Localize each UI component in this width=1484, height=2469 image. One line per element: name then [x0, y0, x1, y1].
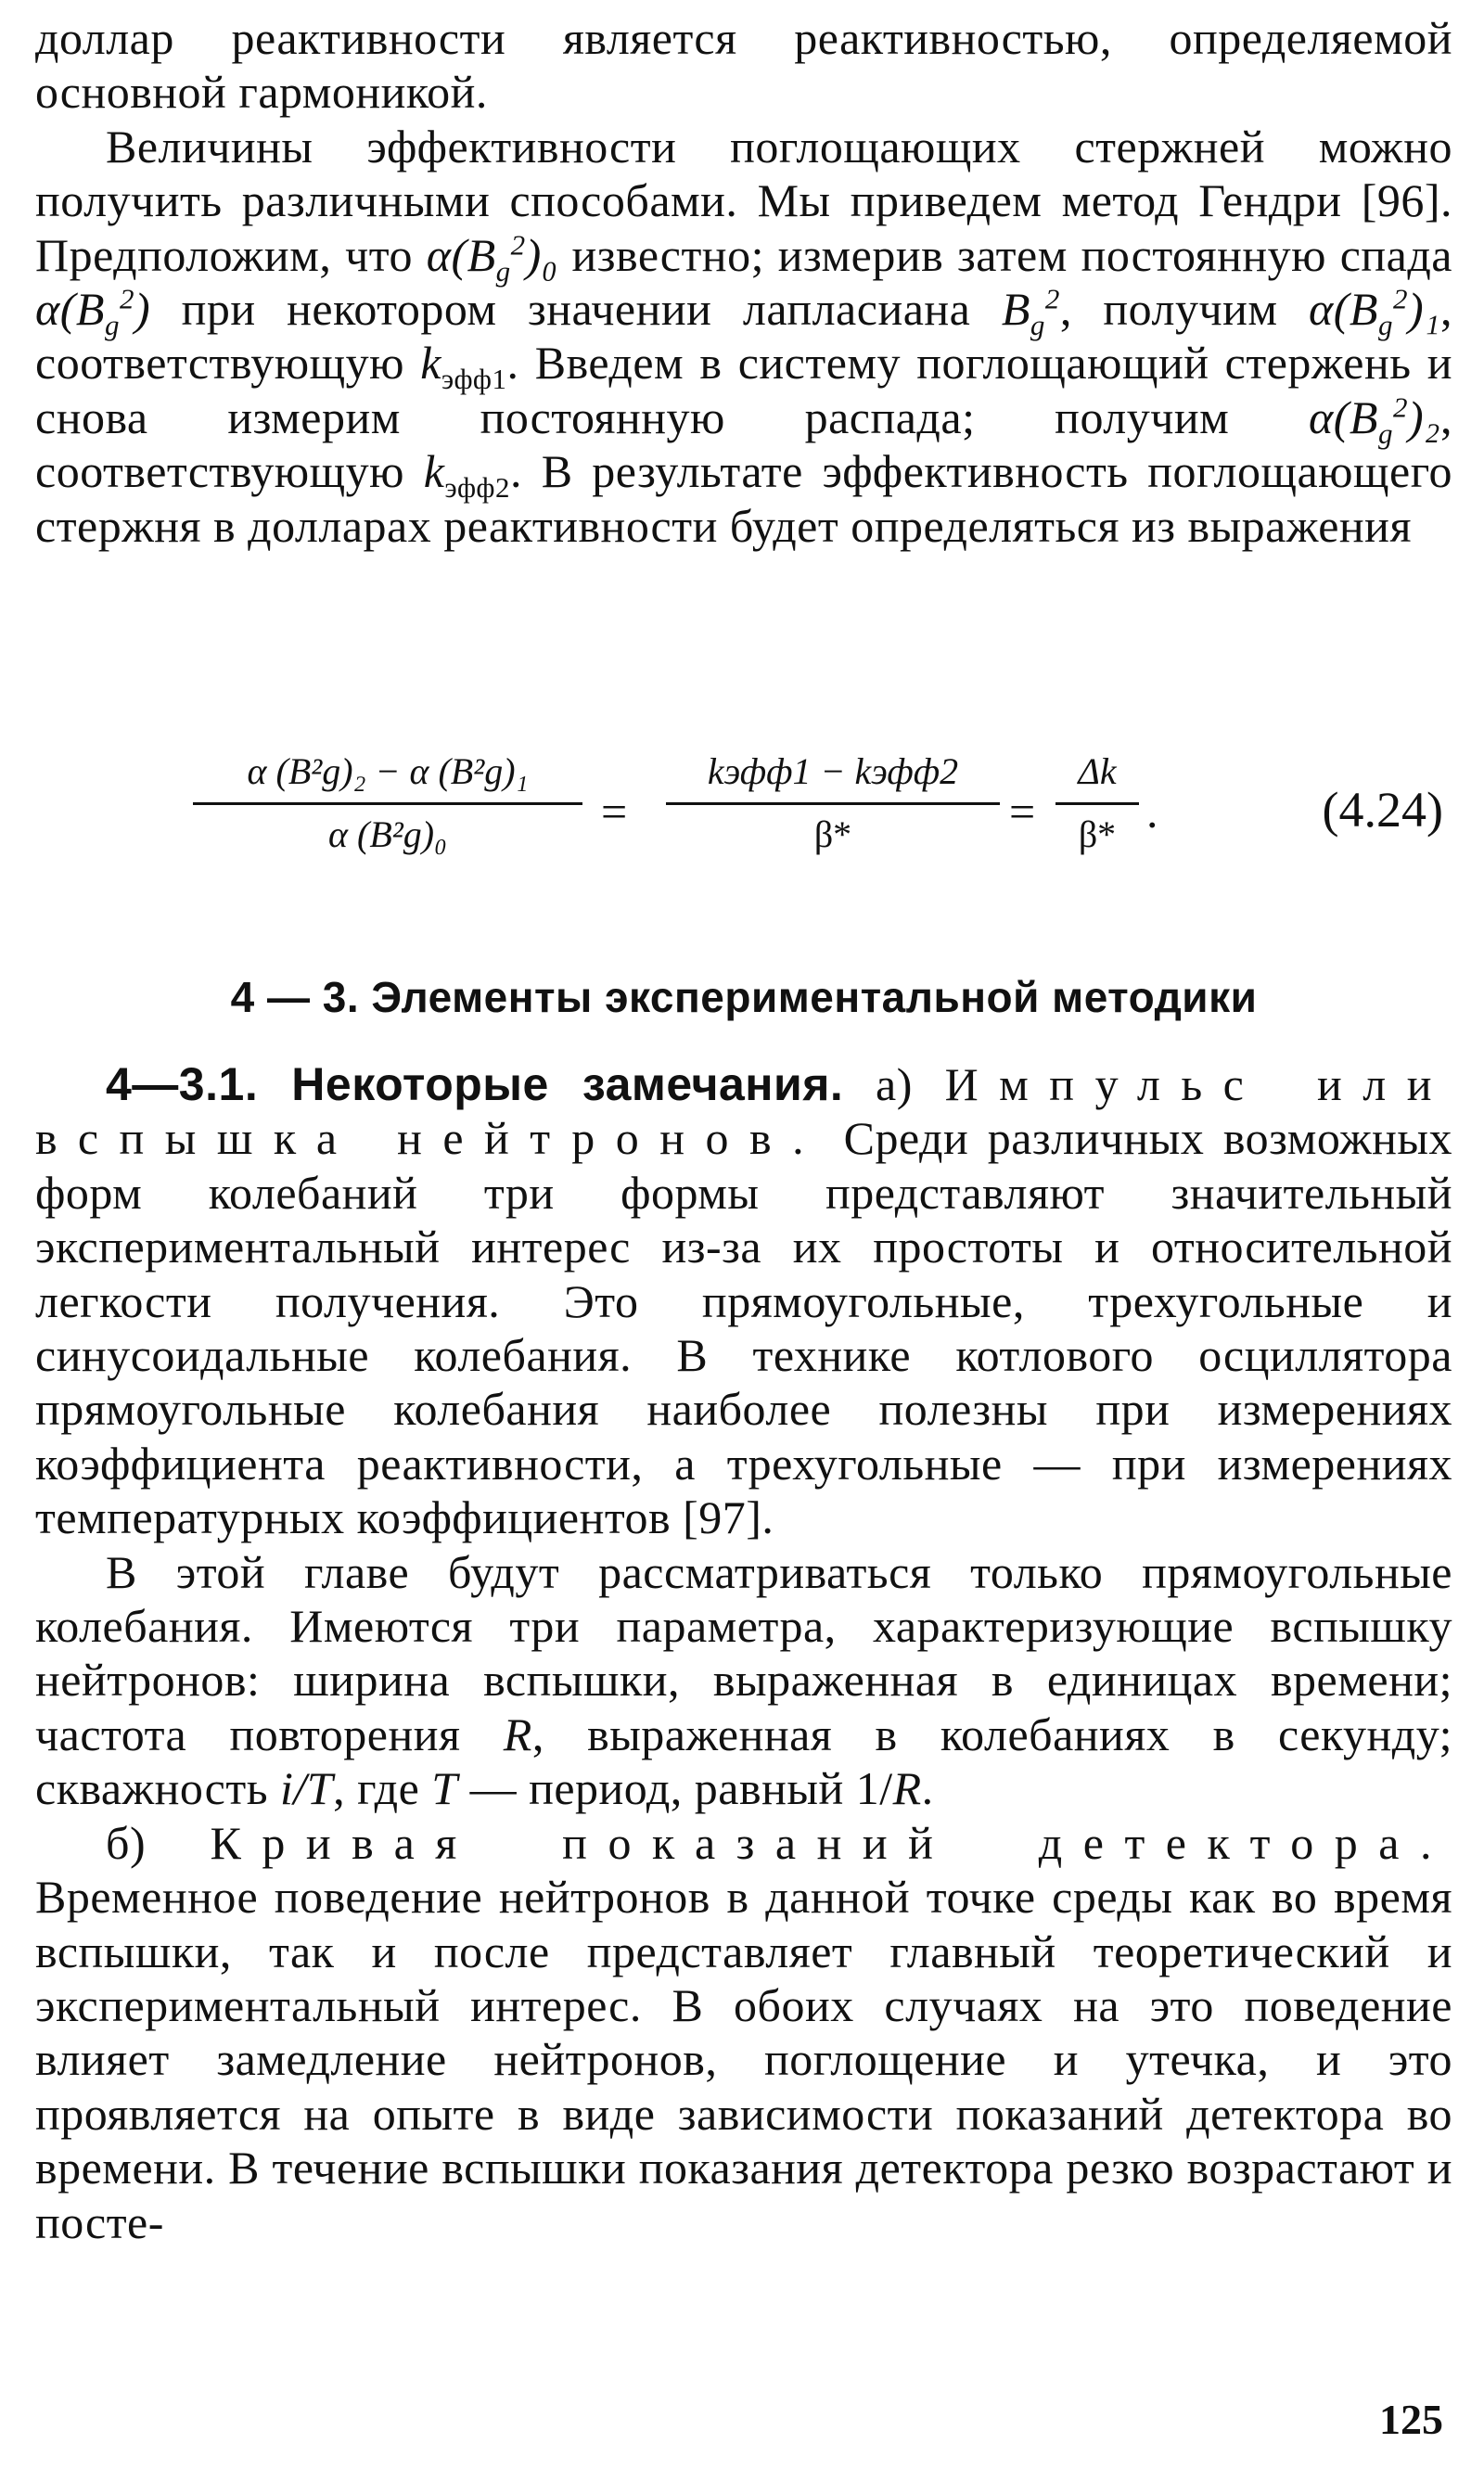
- text-run: . В результате эффективность поглощающего стержня в долларах реактивности будет определяться из выражения: [35, 445, 1452, 552]
- text-run: Величины эффективности поглощающих стержней можно получить различными способами. Мы приведем метод Гендри [96]. Предположим, что: [35, 120, 1452, 281]
- paragraph-rectangular-pulses: В этой главе будут рассматриваться только прямоугольные колебания. Имеются три параметра, характеризующие вспышку нейтронов: ширина вспышки, выраженная в единицах времени; частота повторения R, выраженная в колебаниях в секунду; скважность i/T, где T — период, равный 1/R.: [35, 1545, 1452, 1815]
- symbol-T: T: [431, 1762, 458, 1815]
- paragraph-remarks: [35, 1057, 1452, 1545]
- paragraph-detector-curve: [35, 1816, 1452, 2249]
- formula-alpha-1: $\alpha(B_g^2)_1$: [1309, 282, 1440, 342]
- paragraph-text: Временное поведение нейтронов в данной точке среды как во время вспышки, так и после представляет главный теоретический и экспериментальный интерес. В обоих случаях на это поведение влияет замедление нейтронов, поглощение и утечка, и это проявляется на опыте в виде зависимости показаний детектора во времени. В течение вспышки показания детектора резко возрастают и посте-: [35, 1871, 1452, 2248]
- subsection-heading: 4—3.1. Некоторые замечания.: [106, 1058, 844, 1110]
- symbol-duty-cycle: i/T: [280, 1762, 334, 1815]
- text-run: , соответствующую: [35, 390, 1452, 498]
- list-label: б): [106, 1816, 211, 1869]
- equals-sign: =: [601, 786, 628, 838]
- text-run: известно; измерив затем постоянную спада: [557, 228, 1452, 281]
- list-label: а): [843, 1058, 945, 1110]
- fraction-numerator: kэфф1 − kэфф2: [707, 750, 959, 792]
- text-run: , получим: [1059, 283, 1310, 336]
- equals-sign: =: [1009, 786, 1036, 838]
- equation-4-24: [35, 733, 1452, 918]
- symbol-R: R: [503, 1708, 532, 1760]
- text-run: при некотором значении лапласиана: [150, 283, 1002, 336]
- fraction-denominator: α (B²g)₀: [328, 813, 447, 855]
- fraction-denominator: β*: [813, 813, 852, 855]
- text-column-top: [35, 11, 1452, 553]
- text-run: . Введем в систему поглощающий стержень и снова измерим постоянную распада; получим: [35, 337, 1452, 443]
- equation-number: (4.24): [1322, 782, 1443, 838]
- fraction-numerator: Δk: [1078, 750, 1117, 792]
- equation-period: .: [1146, 786, 1158, 838]
- formula-k-eff2: $k_{эфф2}$: [423, 445, 511, 505]
- fraction-denominator: β*: [1078, 813, 1117, 855]
- paragraph-rod-efficiency: [35, 120, 1452, 553]
- formula-k-eff1: $k_{эфф1}$: [420, 337, 507, 396]
- text-run: , соответствующую: [35, 283, 1452, 390]
- fraction-delta-k: [1055, 749, 1139, 856]
- spaced-term: Кривая показаний детектора.: [210, 1816, 1452, 1869]
- fraction-numerator: α (B²g)₂ − α (B²g)₁: [247, 750, 529, 792]
- formula-alpha: $\alpha(B_g^2)$: [35, 282, 151, 342]
- formula-alpha-0: $\alpha(B_g^2)_0$: [426, 227, 558, 288]
- fraction-alpha: [193, 749, 582, 856]
- fraction-k-eff: [666, 749, 1000, 856]
- paragraph-dollar-reactivity: [35, 11, 1452, 120]
- section-heading: 4 — 3. Элементы экспериментальной методики: [230, 973, 1258, 1021]
- paragraph-text: Среди различных возможных форм колебаний три формы представляют значительный экспериментальный интерес из-за их простоты и относительной легкости получения. Это прямоугольные, трехугольные и синусоидальные колебания. В технике котлового осциллятора прямоугольные колебания наиболее полезны при измерениях коэффициента реактивности, а трехугольные — при измерениях температурных коэффициентов [97].: [35, 1112, 1452, 1544]
- text-column-bottom: [35, 1057, 1452, 2249]
- formula-laplacian: $B_g^2$: [1001, 282, 1060, 342]
- symbol-R: R: [892, 1762, 922, 1815]
- page-number: 125: [1379, 2396, 1443, 2443]
- paragraph-text: доллар реактивности является реактивностью, определяемой основной гармоникой.: [35, 12, 1452, 119]
- formula-alpha-2: $\alpha(B_g^2)_2$: [1309, 390, 1440, 450]
- spaced-term: Импульс или вспышка нейтронов.: [35, 1058, 1452, 1165]
